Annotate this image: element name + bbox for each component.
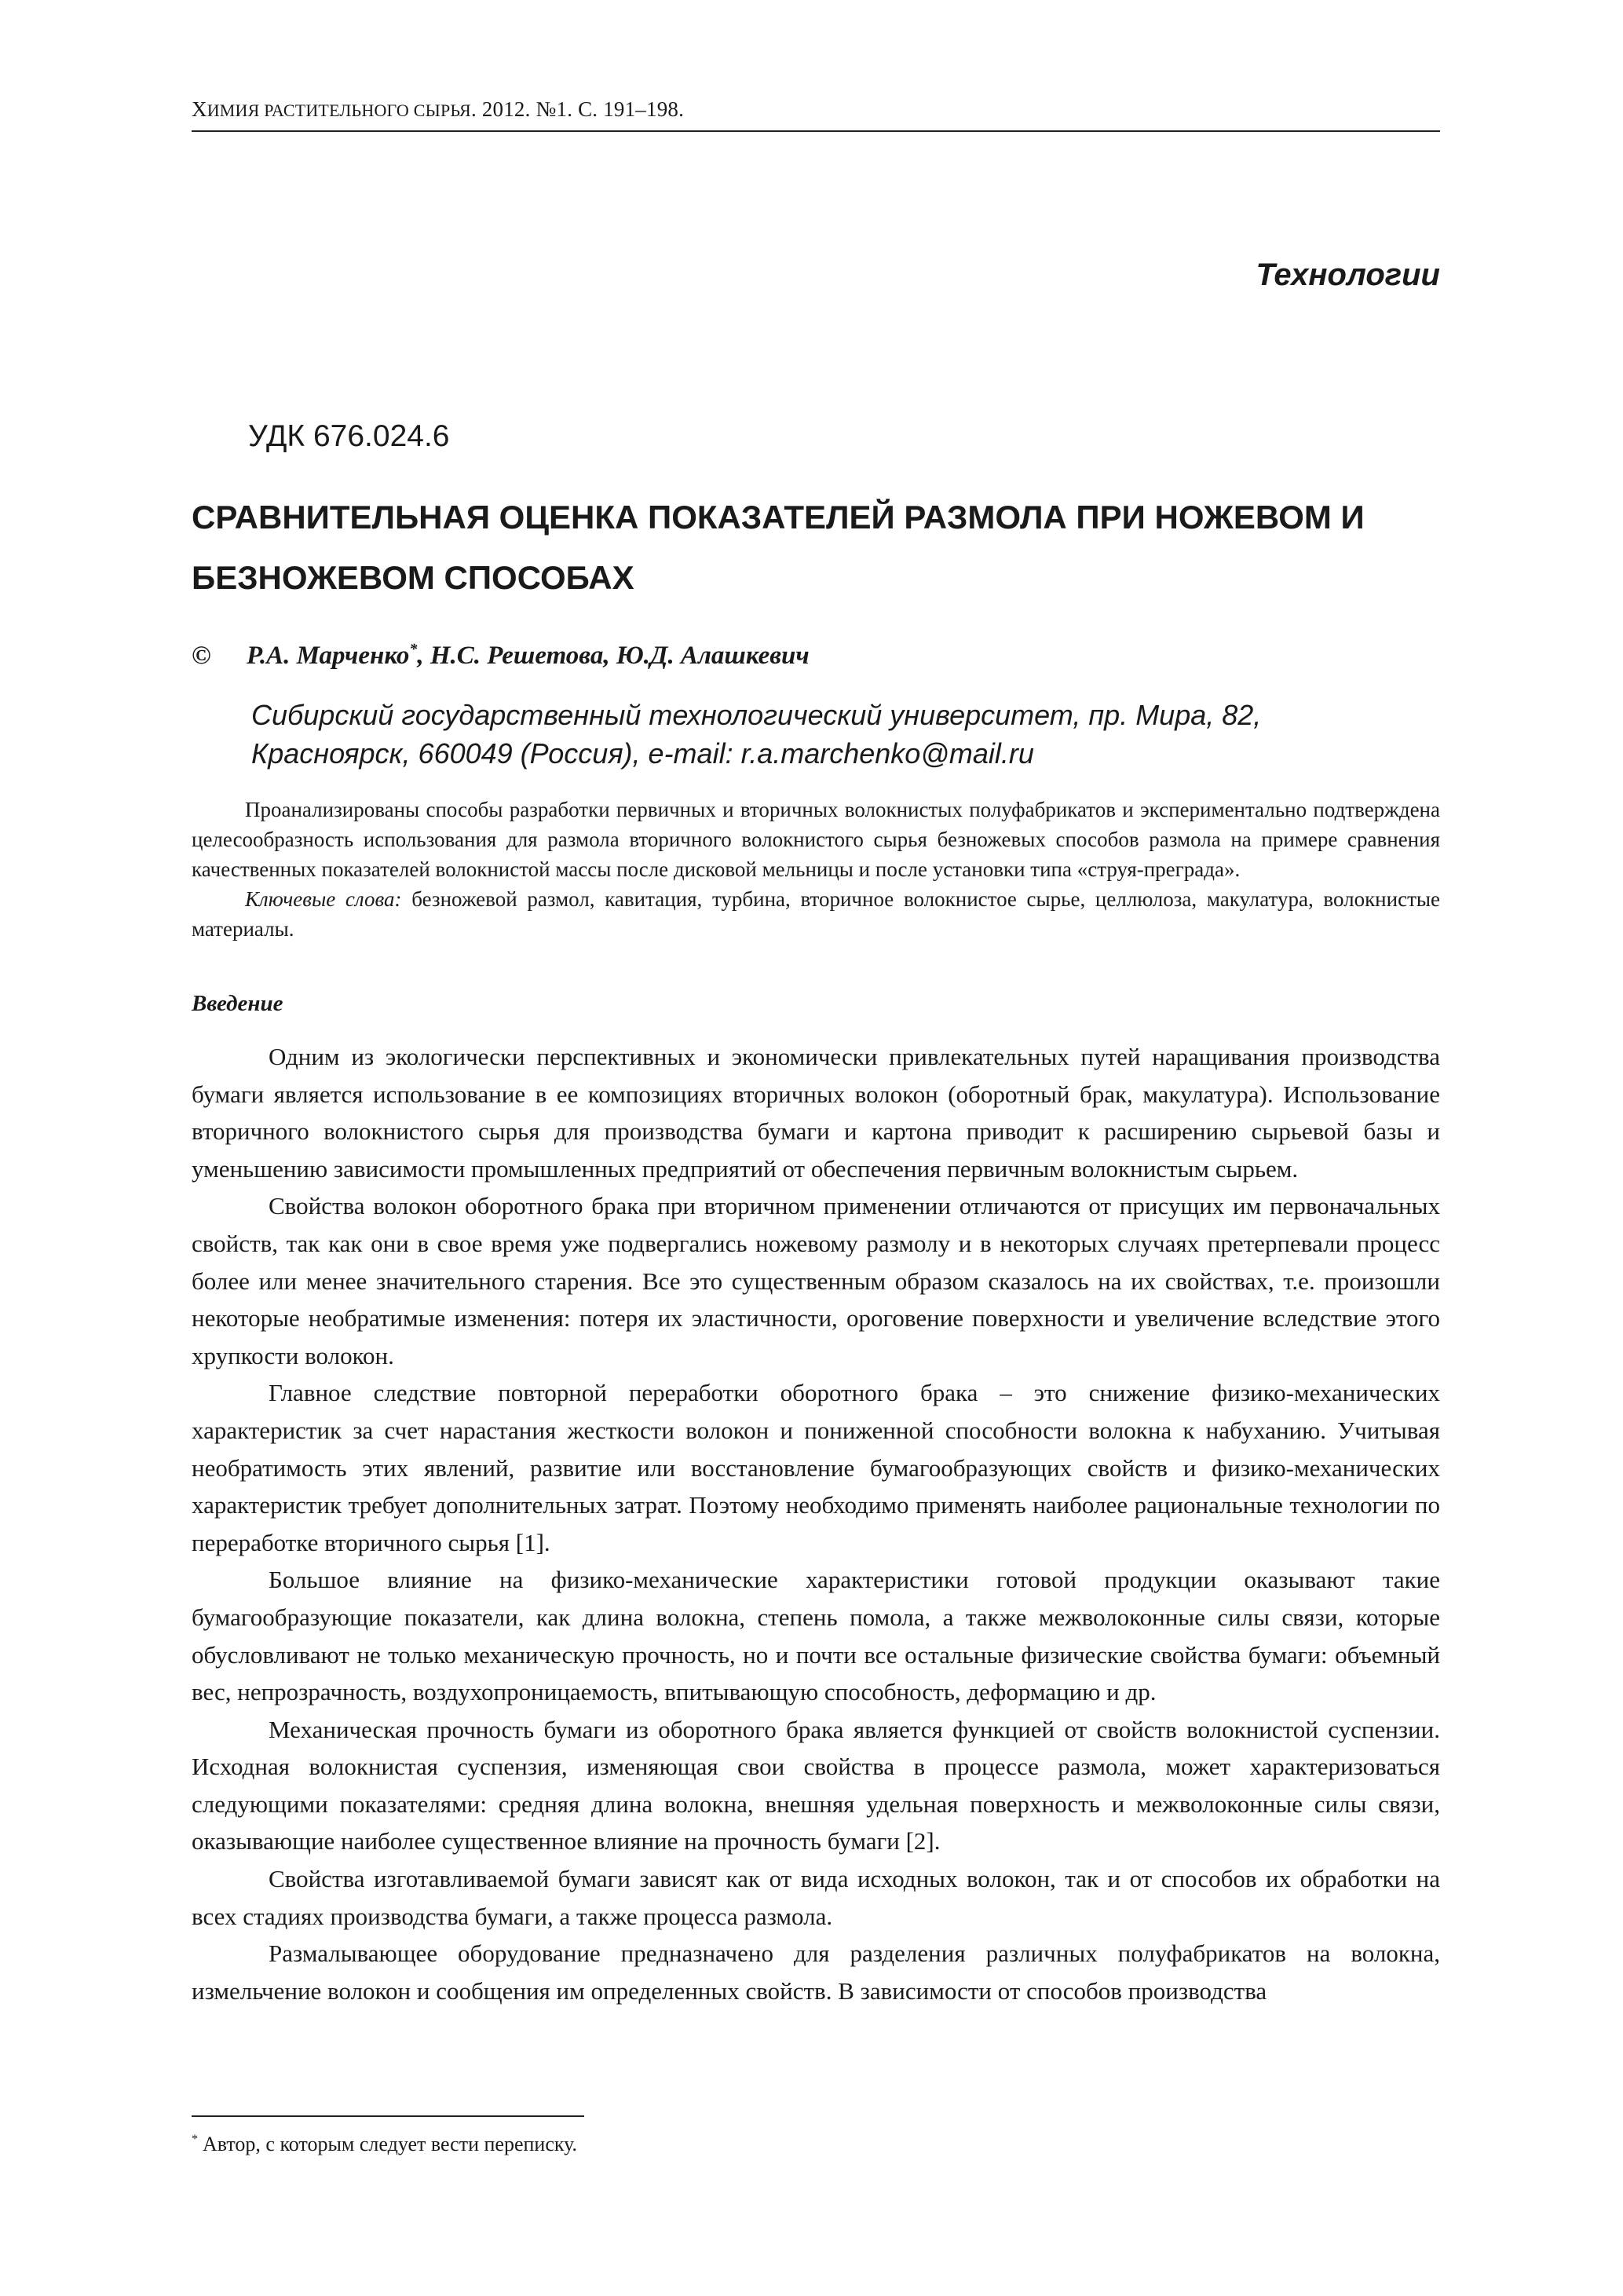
corresponding-asterisk: *	[409, 641, 418, 658]
paragraph: Большое влияние на физико-механические характеристики готовой продукции оказывают такие бумагообразующие показатели, как длина волокна, степень помола, а также межволоконные силы связи, которые обусловливают не только механическую прочность, но и почти все остальные физические свойства бумаги: объемный вес, непрозрачность, воздухопроницаемость, впитывающую способность, деформацию и др.	[192, 1566, 1440, 1706]
citation: . 2012. №1. С. 191–198.	[470, 97, 685, 121]
keywords-label: Ключевые слова:	[245, 887, 402, 911]
abstract-text: Проанализированы способы разработки первичных и вторичных волокнистых полуфабрикатов и экспериментально подтверждена целесообразность использования для размола вторичного волокнистого сырья безножевых способов размола на примере сравнения качественных показателей волокнистой массы после дисковой мельницы и после установки типа «струя-преграда».	[192, 798, 1440, 881]
authors-line	[192, 641, 1440, 671]
intro-heading: Введение	[192, 991, 283, 1016]
paragraph: Свойства волокон оборотного брака при вторичном применении отличаются от присущих им первоначальных свойств, так как они в свое время уже подвергались ножевому размолу и в некоторых случаях претерпевали процесс более или менее значительного старения. Все это существенным образом сказалось на их свойствах, т.е. произошли некоторые необратимые изменения: потеря их эластичности, ороговение поверхности и увеличение вследствие этого хрупкости волокон.	[192, 1192, 1440, 1369]
footnote-text: Автор, с которым следует вести переписку.	[203, 2133, 578, 2155]
body-text	[192, 1038, 1440, 2009]
paragraph: Механическая прочность бумаги из оборотного брака является функцией от свойств волокнистой суспензии. Исходная волокнистая суспензия, изменяющая свои свойства в процессе размола, может характеризоваться следующими показателями: средняя длина волокна, внешняя удельная поверхность и межволоконные силы связи, оказывающие наиболее существенное влияние на прочность бумаги [2].	[192, 1715, 1440, 1855]
header-rule	[192, 130, 1440, 132]
copyright-symbol: ©	[192, 642, 211, 670]
footnote	[192, 2133, 577, 2156]
first-author: Р.А. Марченко	[247, 642, 410, 670]
keywords-list: безножевой размол, кавитация, турбина, вторичное волокнистое сырье, целлюлоза, макулатура, волокнистые материалы.	[192, 887, 1440, 941]
other-authors: , Н.С. Решетова, Ю.Д. Алашкевич	[417, 642, 810, 670]
running-header	[192, 97, 684, 122]
paragraph: Одним из экологически перспективных и экономически привлекательных путей наращивания производства бумаги является использование в ее композициях вторичных волокон (оборотный брак, макулатура). Использование вторичного волокнистого сырья для производства бумаги и картона приводит к расширению сырьевой базы и уменьшению зависимости промышленных предприятий от обеспечения первичным волокнистым сырьем.	[192, 1043, 1440, 1183]
journal-name: ИМИЯ РАСТИТЕЛЬНОГО СЫРЬЯ	[207, 101, 471, 120]
footnote-mark: *	[192, 2133, 198, 2147]
paragraph: Свойства изготавливаемой бумаги зависят как от вида исходных волокон, так и от способов их обработки на всех стадиях производства бумаги, а также процесса размола.	[192, 1865, 1440, 1930]
paragraph: Главное следствие повторной переработки оборотного брака – это снижение физико-механических характеристик за счет нарастания жесткости волокон и пониженной способности волокна к набуханию. Учитывая необратимость этих явлений, развитие или восстановление бумагообразующих свойств и физико-механических характеристик требует дополнительных затрат. Поэтому необходимо применять наиболее рациональные технологии по переработке вторичного сырья [1].	[192, 1379, 1440, 1556]
footnote-rule	[192, 2115, 584, 2117]
abstract	[192, 795, 1440, 944]
article-page	[192, 0, 1440, 2296]
section-label: Технологии	[1256, 258, 1440, 292]
paragraph: Размалывающее оборудование предназначено для разделения различных полуфабрикатов на волокна, измельчение волокон и сообщения им определенных свойств. В зависимости от способов производства	[192, 1940, 1440, 2005]
article-title: СРАВНИТЕЛЬНАЯ ОЦЕНКА ПОКАЗАТЕЛЕЙ РАЗМОЛА ПРИ НОЖЕВОМ И БЕЗНОЖЕВОМ СПОСОБАХ	[192, 499, 1365, 596]
keywords	[192, 884, 1440, 944]
affiliation: Сибирский государственный технологический университет, пр. Мира, 82, Красноярск, 660049 (Россия), e-mail: r.a.marchenko@mail.ru	[251, 699, 1262, 770]
journal-initial: Х	[192, 97, 207, 121]
udk-code: УДК 676.024.6	[248, 419, 450, 453]
